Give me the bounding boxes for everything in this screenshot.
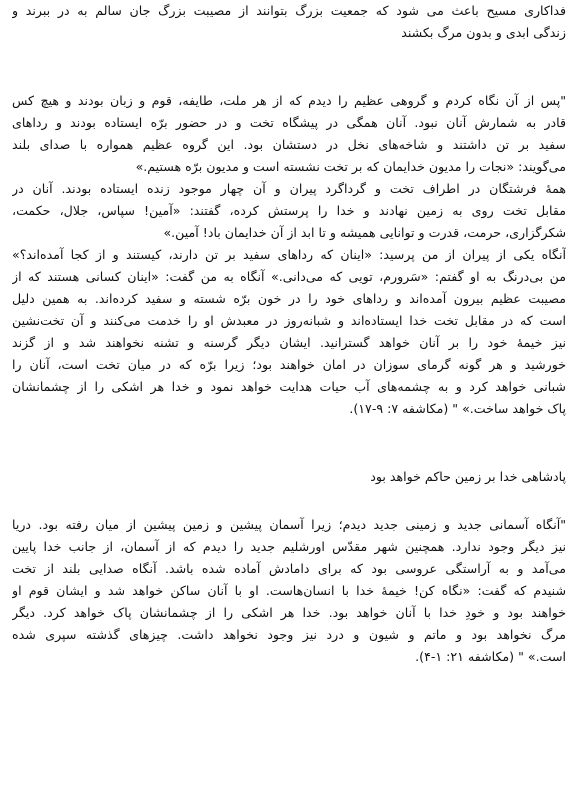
text-line: فداکاری مسیح باعث می شود که جمعیت بزرگ بتوانند از مصیبت بزرگ جان سالم به در ببرند و <box>12 3 566 18</box>
paragraph-gap <box>12 44 566 90</box>
quote-paragraph-revelation-21 <box>12 514 566 668</box>
text-line: نیز خیمهٔ خود را بر آنان خواهد گسترانید. ایشان دیگر گرسنه و تشنه نخواهند شد و از گزند <box>12 335 566 350</box>
text-line: خواهند بود و خودِ خدا با آنان خواهد بود. خدا هر اشکی را از چشمانشان پاک خواهد کرد. دیگر <box>12 605 566 620</box>
document-page <box>12 0 566 668</box>
text-line: شنیدم که گفت: «نگاه کن! خیمهٔ خدا با انسان‌هاست. او با آنان ساکن خواهد شد و ایشان قوم او <box>12 583 566 598</box>
text-line: سفید بر تن داشتند و شاخه‌های نخل در دستشان بود. این گروه عظیم همواره با صدای بلند <box>12 137 566 152</box>
text-line: "پس از آن نگاه کردم و گروهی عظیم را دیدم که از هر ملت، طایفه، قوم و زبان بودند و هیچ کس <box>12 93 566 108</box>
text-line: مقابل تخت روی به زمین نهادند و خدا را پرستش کرده، گفتند: «آمین! سپاس، جلال، حکمت، <box>12 203 566 218</box>
text-line: مرگ نخواهد بود و ماتم و شیون و درد نیز وجود نخواهد داشت. چیزهای گذشته سپری شده <box>12 627 566 642</box>
scripture-reference-line: پاک خواهد ساخت.» " (مکاشفه ۷: ۹-۱۷). <box>349 401 566 416</box>
text-line: مصیبت عظیم بیرون آمده‌اند و رداهای خود را در خون برّه شسته و سفید کرده‌اند. به همین دلیل <box>12 291 566 306</box>
text-line: "آنگاه آسمانی جدید و زمینی جدید دیدم؛ زیرا آسمان پیشین و زمین پیشین از میان رفته بود. دریا <box>12 517 566 532</box>
text-line: خورشید و هر گونه گرمای سوزان در امان خواهند بود؛ زیرا برّه که در میان تخت است، آنان را <box>12 357 566 372</box>
text-line: من بی‌درنگ به او گفتم: «سَرورم، تویی که می‌دانی.» آنگاه به من گفت: «اینان کسانی هستند که از <box>12 269 566 284</box>
text-line: می‌گویند: «نجات را مدیون خدایمان که بر تخت نشسته است و مدیون برّه هستیم.» <box>135 159 566 174</box>
paragraph-gap <box>12 488 566 514</box>
intro-paragraph <box>12 0 566 44</box>
quote-paragraph-revelation-7 <box>12 90 566 420</box>
text-line: نیز دیگر وجود ندارد. همچنین شهر مقدّس اورشلیم جدید را دیدم که از آسمان، از جانب خدا پایین <box>12 539 566 554</box>
text-line: است که در مقابل تخت خدا ایستاده‌اند و شبانه‌روز در معبدش او را خدمت می‌کنند و آن تخت‌نشین <box>12 313 566 328</box>
scripture-reference-line: است.» " (مکاشفه ۲۱: ۱-۴). <box>415 649 566 664</box>
text-line: شبانی خواهد کرد و به چشمه‌های آب حیات هدایت خواهد نمود و خدا هر اشکی را از چشمانشان <box>12 379 566 394</box>
paragraph-gap <box>12 420 566 466</box>
text-line: می‌آمد و به آراستگی عروسی بود که برای دامادش آماده شده باشد. آنگاه صدایی بلند از تخت <box>12 561 566 576</box>
section-heading: پادشاهی خدا بر زمین حاکم خواهد بود <box>370 469 566 484</box>
text-line: قادر به شمارش آنان نبود. آنان همگی در پیشگاه تخت و در حضور برّه ایستاده بودند و ردا‌های <box>12 115 566 130</box>
text-line: همهٔ فرشتگان در اطراف تخت و گرداگرد پیران و آن چهار موجود زنده ایستاده بودند. آنان در <box>12 181 566 196</box>
text-line: آنگاه یکی از پیران از من پرسید: «اینان که رداهای سفید بر تن دارند، کیستند و از کجا آمده‌اند؟» <box>12 247 566 262</box>
text-line: شکرگزاری، حرمت، قدرت و توانایی همیشه و تا ابد از آن خدایمان باد! آمین.» <box>163 225 566 240</box>
text-line: زندگی ابدی و بدون مرگ بکشند <box>401 25 566 40</box>
